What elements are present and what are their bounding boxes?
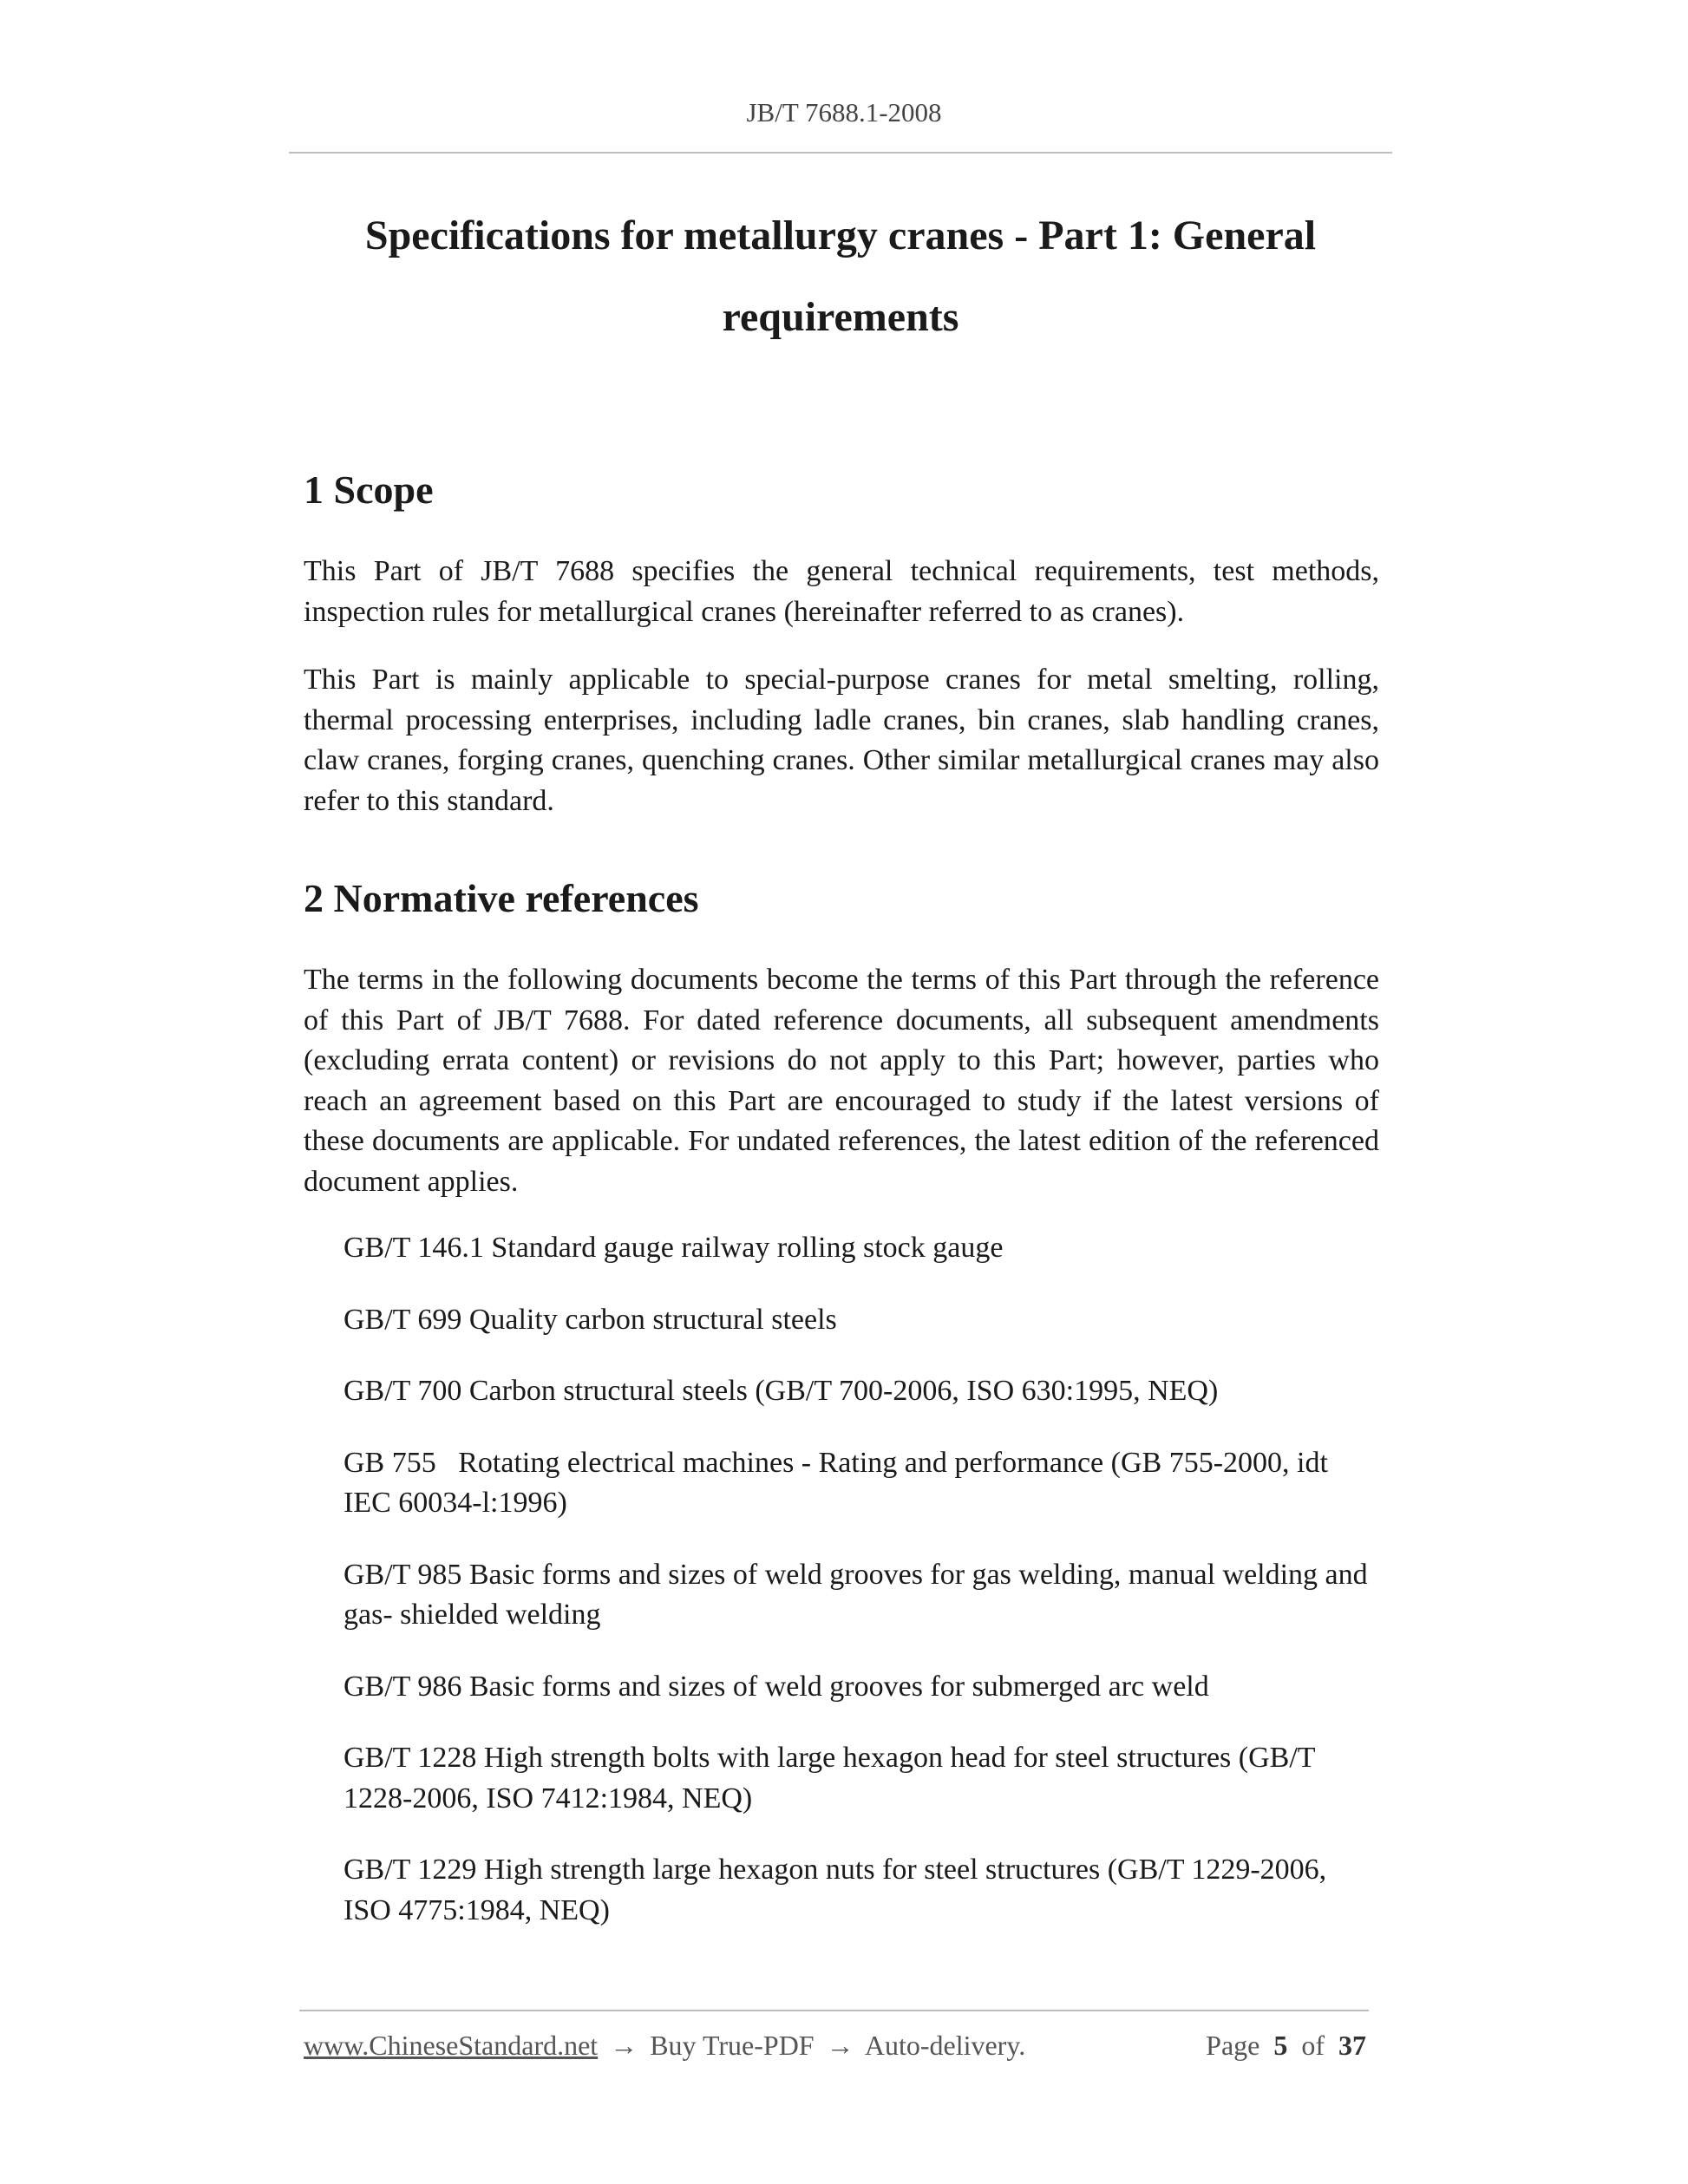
page-current: 5	[1273, 2030, 1288, 2061]
header-divider	[289, 152, 1392, 154]
reference-item: GB/T 986 Basic forms and sizes of weld grooves for submerged arc weld	[343, 1670, 1209, 1703]
reference-list	[304, 1228, 1379, 1931]
page-total: 37	[1338, 2030, 1366, 2061]
website-link[interactable]: www.ChineseStandard.net	[304, 2030, 599, 2061]
page-label: Page	[1206, 2030, 1260, 2061]
running-header: JB/T 7688.1-2008	[746, 97, 942, 128]
reference-item: GB/T 985 Basic forms and sizes of weld grooves for gas welding, manual welding and gas- shielded welding	[343, 1558, 1368, 1631]
title-line-2: requirements	[722, 294, 959, 340]
reference-item: GB/T 1229 High strength large hexagon nuts for steel structures (GB/T 1229-2006, ISO 4775:1984, NEQ)	[343, 1854, 1327, 1926]
page-content	[304, 451, 1379, 1962]
footer-promo	[304, 2030, 1025, 2062]
reference-item: GB/T 700 Carbon structural steels (GB/T 700-2006, ISO 630:1995, NEQ)	[343, 1375, 1219, 1407]
normative-paragraph: The terms in the following documents become the terms of this Part through the reference of this Part of JB/T 7688. For dated reference documents, all subsequent amendments (excluding errata content) or revisions do not apply to this Part; however, parties who reach an agreement based on this Part are encouraged to study if the latest versions of these documents are applicable. For undated references, the latest edition of the referenced document applies.	[304, 964, 1379, 1198]
arrow-right-icon: →	[826, 2030, 854, 2061]
auto-delivery-text: Auto-delivery.	[864, 2030, 1026, 2061]
title-line-1: Specifications for metallurgy cranes - Part 1: General	[364, 213, 1317, 258]
reference-item: GB/T 699 Quality carbon structural steels	[343, 1303, 837, 1336]
document-title	[289, 195, 1392, 358]
footer-divider	[299, 2010, 1369, 2011]
buy-pdf-text: Buy True-PDF	[650, 2030, 815, 2061]
reference-item: GB/T 1228 High strength bolts with large hexagon head for steel structures (GB/T 1228-2006, ISO 7412:1984, NEQ)	[343, 1742, 1315, 1815]
reference-item: GB 755 Rotating electrical machines - Rating and performance (GB 755-2000, idt IEC 60034-l:1996)	[343, 1446, 1336, 1519]
page-number	[1206, 2030, 1366, 2062]
scope-paragraph-1: This Part of JB/T 7688 specifies the general technical requirements, test methods, inspection rules for metallurgical cranes (hereinafter referred to as cranes).	[304, 555, 1379, 628]
page-of-label: of	[1301, 2030, 1325, 2061]
arrow-right-icon: →	[610, 2030, 638, 2061]
reference-item: GB/T 146.1 Standard gauge railway rolling stock gauge	[343, 1232, 1004, 1264]
scope-paragraph-2: This Part is mainly applicable to special-purpose cranes for metal smelting, rolling, thermal processing enterprises, including ladle cranes, bin cranes, slab handling cranes, claw cranes, forging cranes, quenching cranes. Other similar metallurgical cranes may also refer to this standard.	[304, 664, 1379, 817]
section-heading-normative-references: 2 Normative references	[304, 876, 699, 920]
section-heading-scope: 1 Scope	[304, 468, 434, 512]
